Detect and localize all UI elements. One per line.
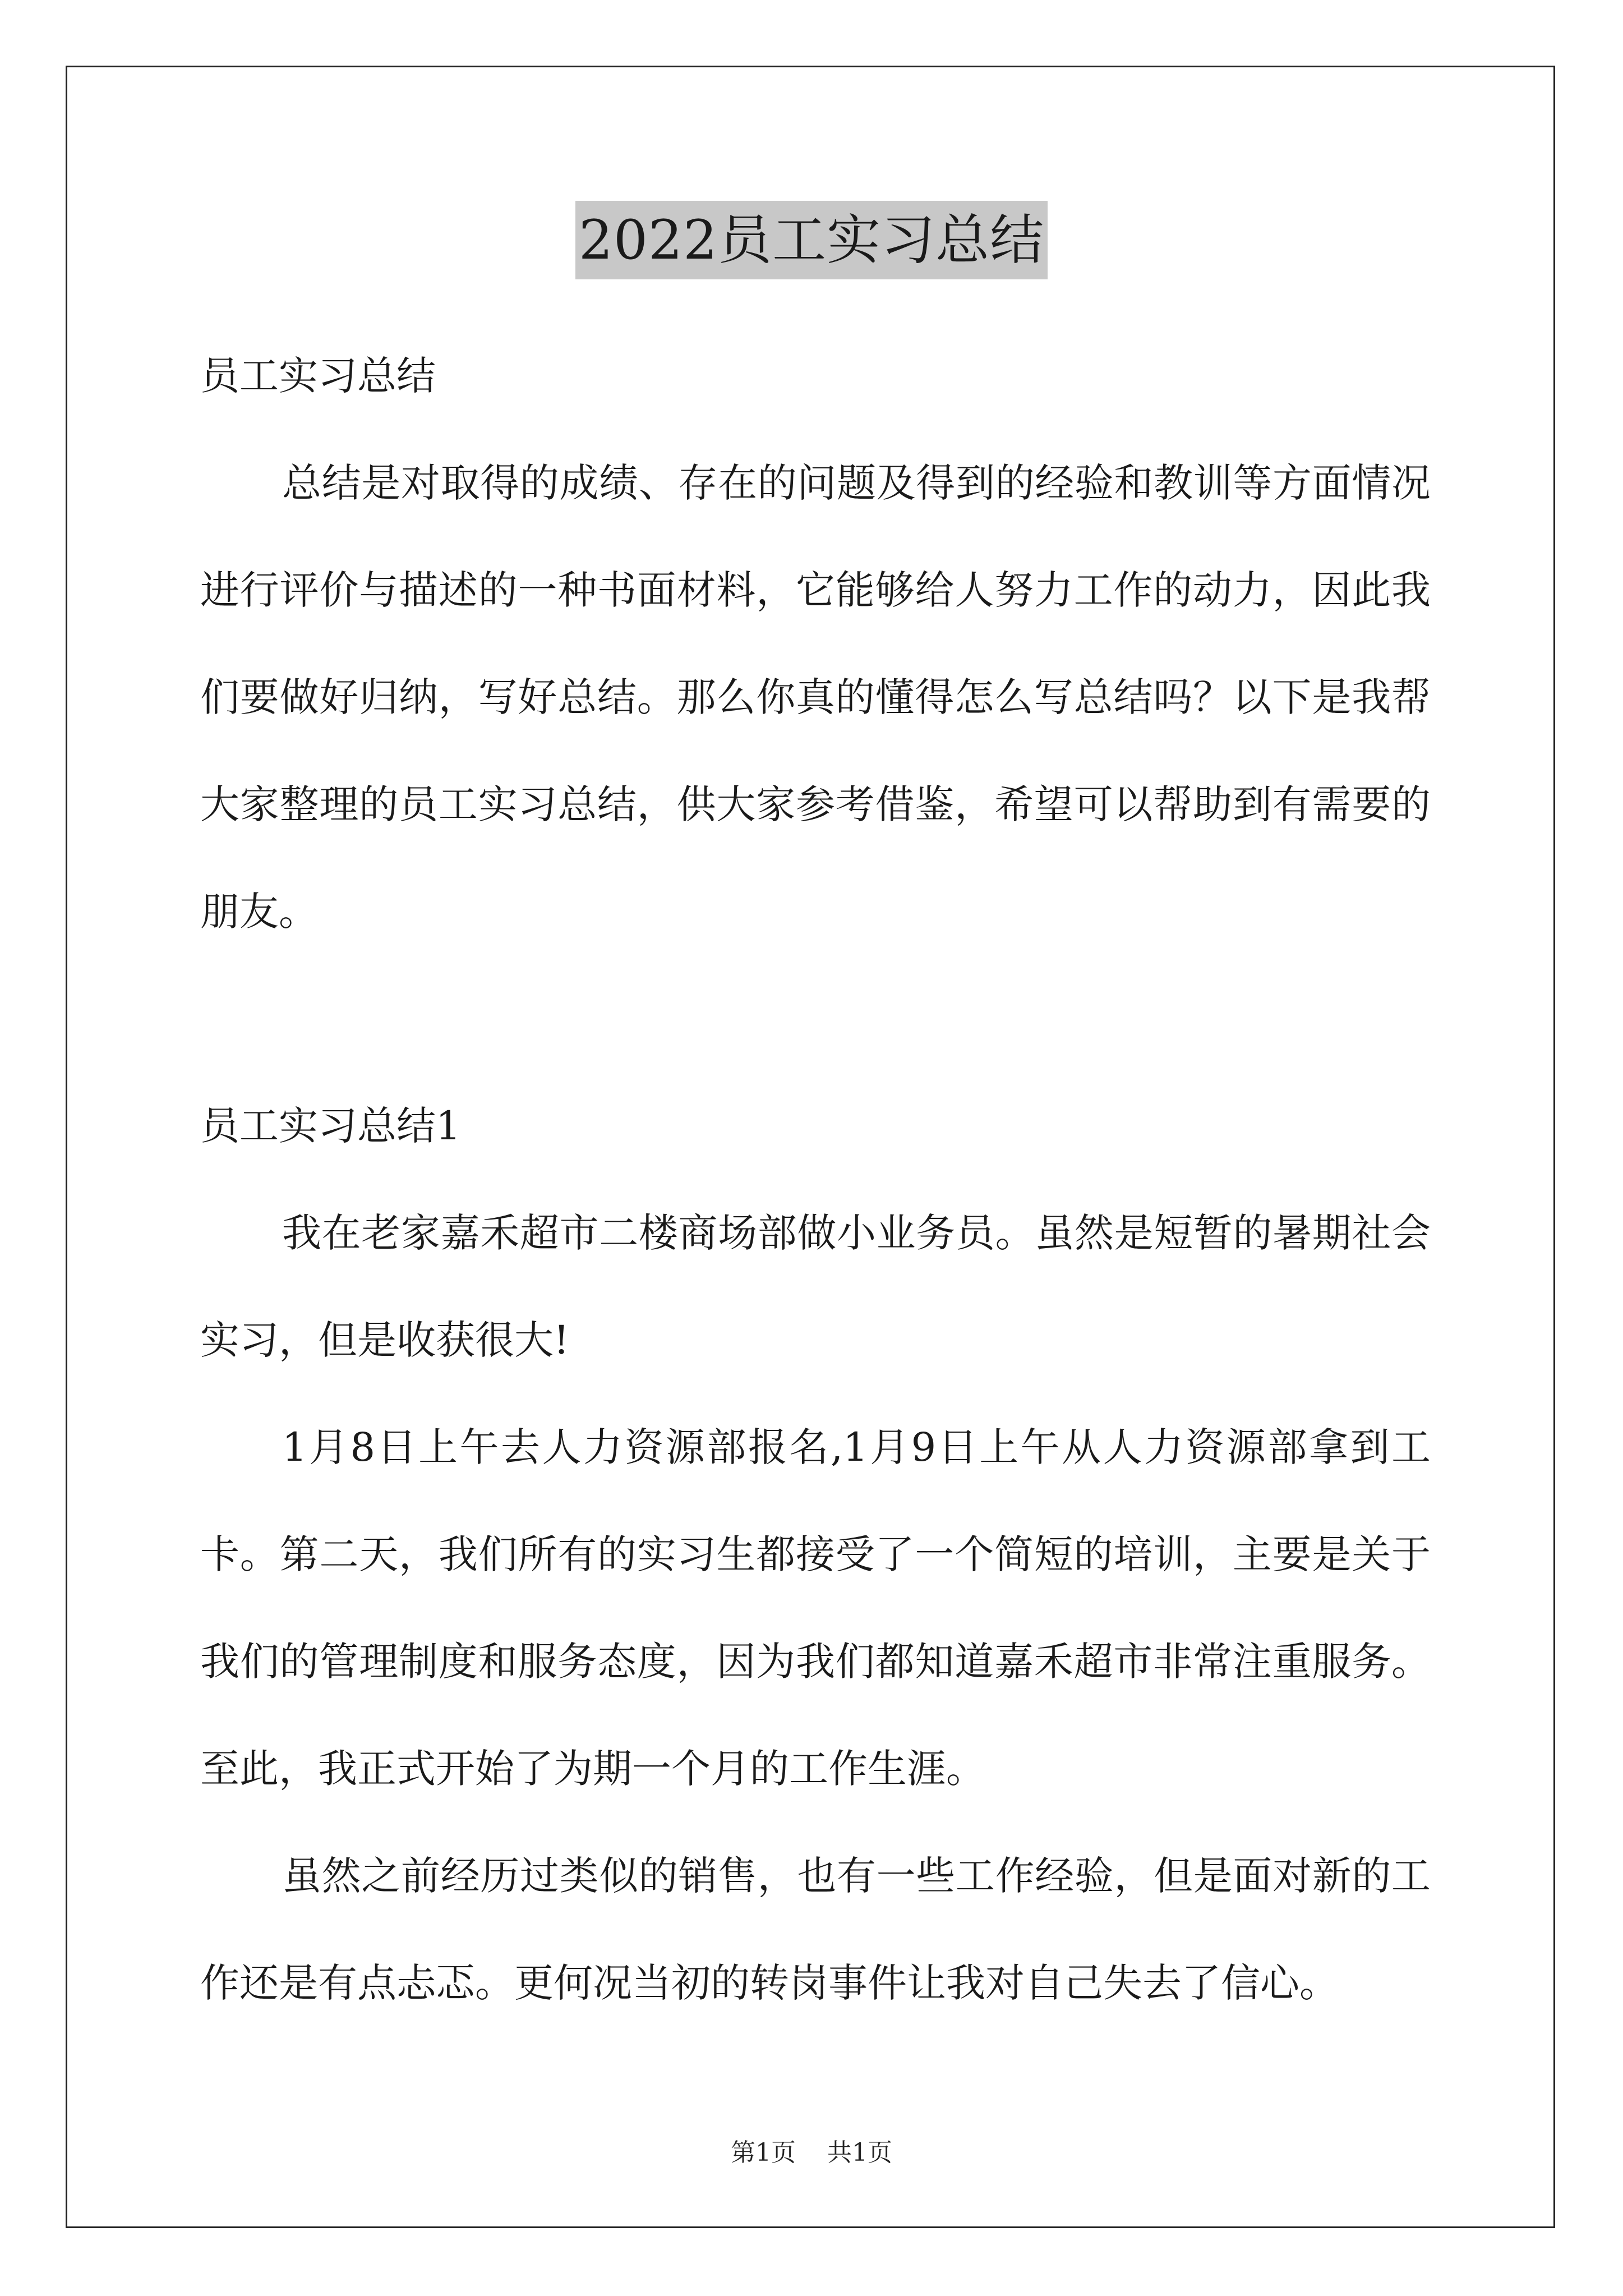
page-footer [0,2136,1623,2170]
body-paragraph-2: 1月8日上午去人力资源部报名,1月9日上午从人力资源部拿到工卡。第二天，我们所有的实习生都接受了一个简短的培训，主要是关于我们的管理制度和服务态度，因为我们都知道嘉禾超市非常注重服务。至此，我正式开始了为期一个月的工作生涯。 [200,1424,1431,1792]
document-body [200,323,1431,2037]
intro-paragraph: 总结是对取得的成绩、存在的问题及得到的经验和教训等方面情况进行评价与描述的一种书面材料，它能够给人努力工作的动力，因此我们要做好归纳，写好总结。那么你真的懂得怎么写总结吗？以下是我帮大家整理的员工实习总结，供大家参考借鉴，希望可以帮助到有需要的朋友。 [200,460,1431,935]
body-paragraph-3: 虽然之前经历过类似的销售，也有一些工作经验，但是面对新的工作还是有点忐忑。更何况当初的转岗事件让我对自己失去了信心。 [200,1853,1431,2006]
body-paragraph-1: 我在老家嘉禾超市二楼商场部做小业务员。虽然是短暂的暑期社会实习，但是收获很大! [200,1210,1431,1363]
document-title: 2022员工实习总结 [575,201,1048,279]
title-container [0,201,1623,279]
section-heading: 员工实习总结1 [200,1103,461,1149]
section-spacer [200,965,1431,1073]
page-number: 第1页 [731,2138,796,2167]
subtitle: 员工实习总结 [200,353,436,399]
page-count: 共1页 [827,2138,892,2167]
